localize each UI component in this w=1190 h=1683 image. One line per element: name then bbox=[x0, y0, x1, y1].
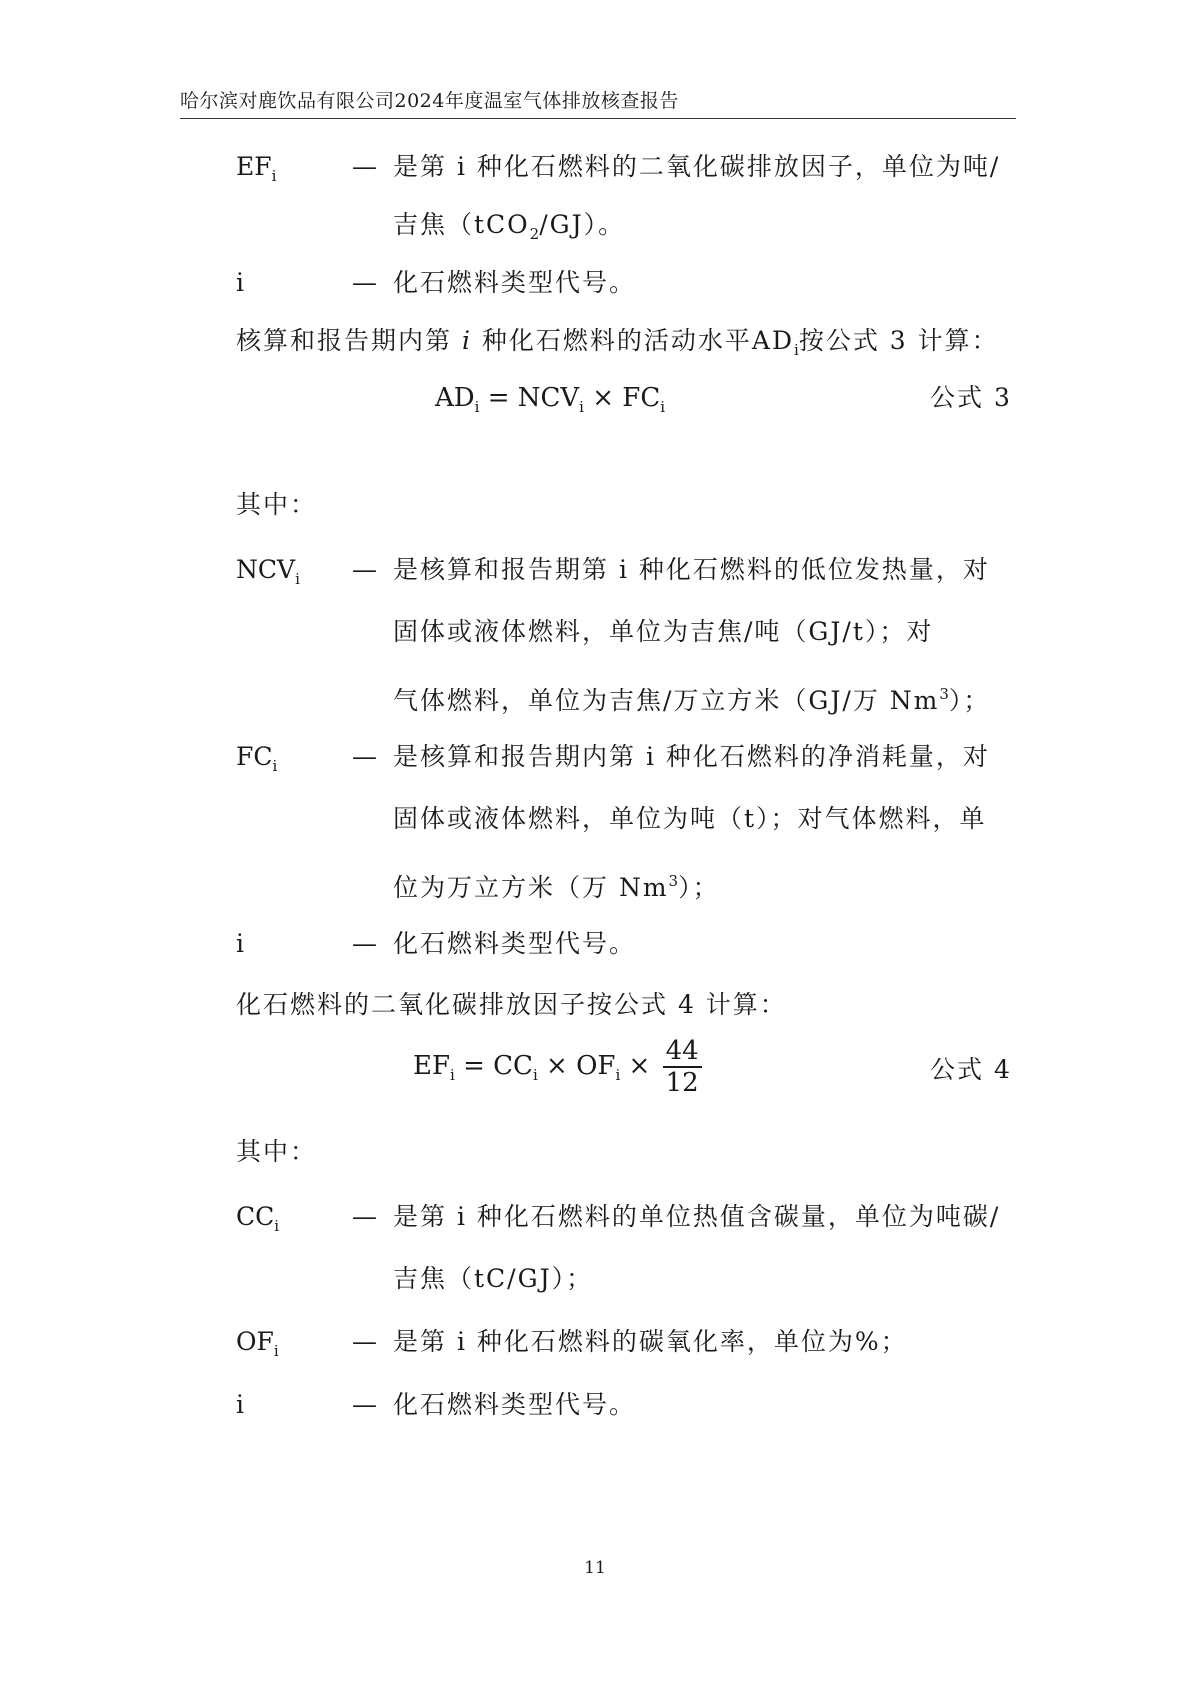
of-definition-line-1: 是第 i 种化石燃料的碳氧化率，单位为%； bbox=[393, 1327, 908, 1356]
where-label: 其中： bbox=[236, 490, 318, 519]
i-definition: 化石燃料类型代号。 bbox=[393, 929, 637, 958]
of-symbol: $OF_i$ bbox=[236, 1327, 279, 1360]
ef-definition-line-2: 吉焦（tCO$_2$/GJ）。 bbox=[393, 210, 626, 243]
formula-4-label: 公式 4 bbox=[930, 1055, 1012, 1084]
formula-3: $AD_i = NCV_i \times FC_i$ bbox=[435, 383, 666, 416]
fraction-numerator: 44 bbox=[663, 1036, 702, 1068]
cc-definition-line-1: 是第 i 种化石燃料的单位热值含碳量，单位为吨碳/ bbox=[393, 1202, 1001, 1231]
fc-symbol: $FC_i$ bbox=[236, 742, 278, 775]
ncv-definition-line-1: 是核算和报告期第 i 种化石燃料的低位发热量，对 bbox=[393, 555, 990, 584]
ef-symbol: $EF_i$ bbox=[236, 152, 277, 185]
fc-definition-line-2: 固体或液体燃料，单位为吨（t）；对气体燃料，单 bbox=[393, 804, 987, 833]
page-header: 哈尔滨对鹿饮品有限公司2024年度温室气体排放核查报告 bbox=[180, 86, 1016, 119]
fraction bbox=[663, 1036, 702, 1098]
cc-symbol: $CC_i$ bbox=[236, 1202, 280, 1235]
i-symbol: i bbox=[236, 1390, 244, 1419]
fc-definition-line-1: 是核算和报告期内第 i 种化石燃料的净消耗量，对 bbox=[393, 742, 990, 771]
definition-dash: — bbox=[352, 268, 377, 297]
definition-dash: — bbox=[352, 152, 377, 181]
formula-3-label: 公式 3 bbox=[930, 383, 1012, 412]
page-number: 11 bbox=[584, 1558, 606, 1578]
formula-4: $EF_i = CC_i \times OF_i$ × $\frac{44}{12}$ bbox=[413, 1036, 702, 1098]
fraction-denominator: 12 bbox=[665, 1068, 699, 1098]
i-definition: 化石燃料类型代号。 bbox=[393, 1390, 637, 1419]
ncv-symbol: $NCV_i$ bbox=[236, 555, 300, 588]
i-definition: 化石燃料类型代号。 bbox=[393, 268, 637, 297]
definition-dash: — bbox=[352, 1202, 377, 1231]
definition-dash: — bbox=[352, 742, 377, 771]
cc-definition-line-2: 吉焦（tC/GJ）； bbox=[393, 1264, 594, 1293]
definition-dash: — bbox=[352, 1390, 377, 1419]
ncv-definition-line-3: 气体燃料，单位为吉焦/万立方米（GJ/万 Nm$^3$）； bbox=[393, 685, 991, 715]
ncv-definition-line-2: 固体或液体燃料，单位为吉焦/吨（GJ/t）；对 bbox=[393, 617, 934, 646]
ef-definition-line-1: 是第 i 种化石燃料的二氧化碳排放因子，单位为吨/ bbox=[393, 152, 1001, 181]
definition-dash: — bbox=[352, 555, 377, 584]
definition-dash: — bbox=[352, 929, 377, 958]
where-label: 其中： bbox=[236, 1137, 318, 1166]
formula-4-intro: 化石燃料的二氧化碳排放因子按公式 4 计算： bbox=[236, 990, 787, 1019]
definition-dash: — bbox=[352, 1327, 377, 1356]
formula-3-intro: 核算和报告期内第 i 种化石燃料的活动水平$AD_i$按公式 3 计算： bbox=[236, 326, 999, 359]
fc-definition-line-3: 位为万立方米（万 Nm$^3$）； bbox=[393, 872, 720, 902]
i-symbol: i bbox=[236, 268, 244, 297]
i-symbol: i bbox=[236, 929, 244, 958]
